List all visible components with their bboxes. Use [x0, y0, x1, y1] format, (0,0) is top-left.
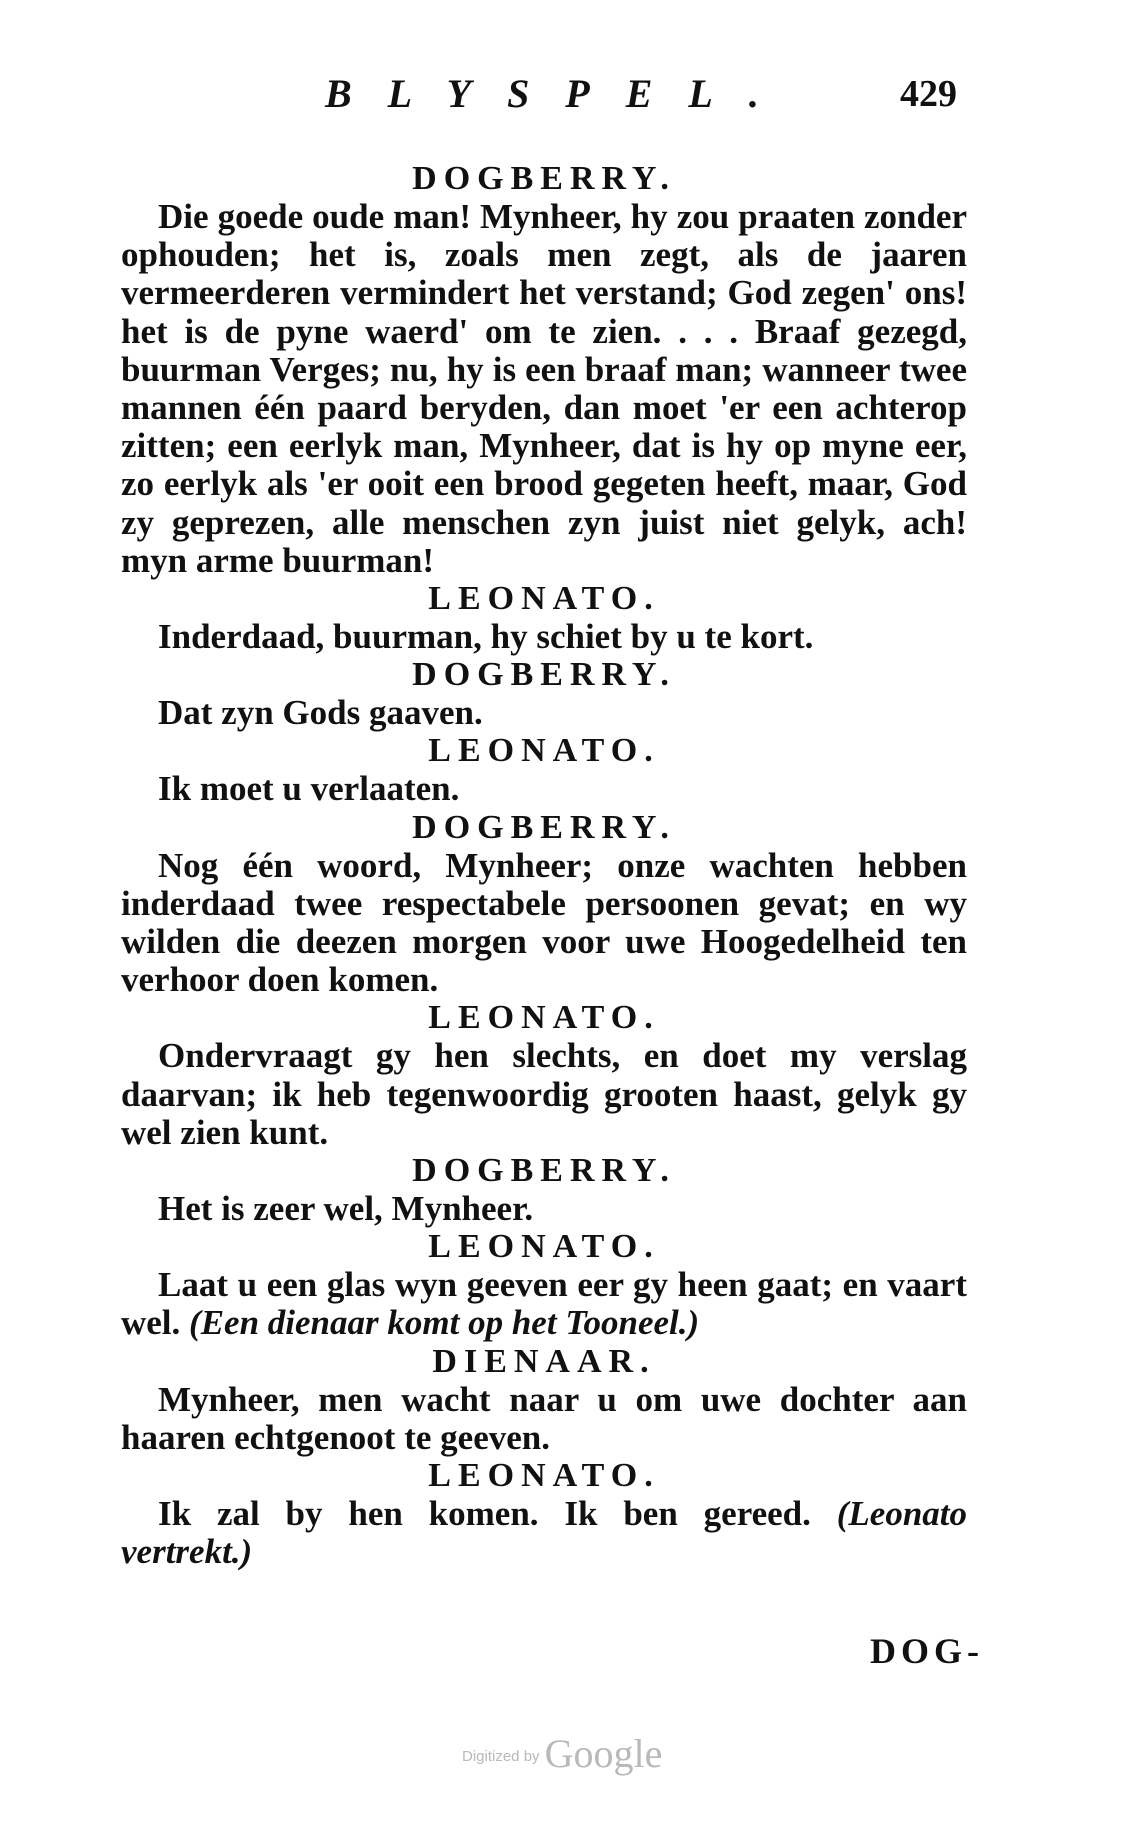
speaker-name: DIENAAR. [432, 1342, 656, 1380]
speech-paragraph [121, 198, 967, 580]
speech-text: Dat zyn Gods gaaven. [158, 693, 483, 733]
play-text [121, 160, 967, 1571]
speech-paragraph [121, 618, 967, 656]
digitized-watermark [462, 1730, 662, 1777]
speech-text: Mynheer, men wacht naar u om uwe dochter aan haaren echtgenoot te geeven. [121, 1379, 967, 1457]
speech-text: Ik moet u verlaaten. [158, 769, 460, 809]
stage-direction: (Leonato vertrekt.) [121, 1494, 968, 1572]
speech-paragraph [121, 1266, 967, 1342]
speaker-name: LEONATO. [428, 1228, 660, 1266]
speech-text: Ik zal by hen komen. Ik ben gereed. [158, 1494, 811, 1534]
speech-paragraph [121, 694, 967, 732]
speaker-name: DOGBERRY. [412, 160, 676, 197]
speech-text: Ondervraagt gy hen slechts, en doet my verslag daarvan; ik heb tegenwoordig grooten haast, gelyk gy wel zien kunt. [121, 1036, 967, 1152]
speech-text: Laat u een glas wyn geeven eer gy heen gaat; en vaart wel. [121, 1265, 967, 1343]
speech-text: Inderdaad, buurman, hy schiet by u te kort. [158, 617, 814, 657]
page-number: 429 [900, 73, 957, 115]
speaker-name: DOGBERRY. [412, 656, 676, 694]
stage-direction: (Een dienaar komt op het Tooneel.) [189, 1303, 700, 1343]
speech-paragraph [121, 1495, 967, 1571]
speech-text: Het is zeer wel, Mynheer. [158, 1189, 534, 1229]
speech-paragraph [121, 1381, 967, 1457]
speaker-name: LEONATO. [428, 580, 660, 618]
speaker-name: LEONATO. [428, 999, 660, 1037]
speech-text: Die goede oude man! Mynheer, hy zou praaten zonder ophouden; het is, zoals men zegt, als de jaaren vermeerderen vermindert het verstand; God zegen' ons! het is de pyne waerd' om te zien. . . . Braaf gezegd, buurman Verges; nu, hy is een braaf man; wanneer twee mannen één paard beryden, dan moet 'er een achterop zitten; een eerlyk man, Mynheer, dat is hy op myne eer, zo eerlyk als 'er ooit een brood gegeten heeft, maar, God zy geprezen, alle menschen zyn juist niet gelyk, ach! myn arme buurman! [121, 197, 967, 580]
speech-text: Nog één woord, Mynheer; onze wachten hebben inderdaad twee respectabele persoonen gevat; en wy wilden die deezen morgen voor uwe Hoogedelheid ten verhoor doen komen. [121, 845, 967, 1000]
speaker-name: LEONATO. [428, 732, 660, 770]
speaker-name: DOGBERRY. [412, 1152, 676, 1190]
speech-paragraph [121, 1190, 967, 1228]
catchword: DOG- [870, 1631, 984, 1671]
speech-paragraph [121, 1037, 967, 1152]
speaker-name: DOGBERRY. [412, 808, 676, 846]
watermark-small-text: Digitized by [462, 1748, 540, 1765]
running-head: BLYSPEL. [325, 71, 795, 116]
google-logo: Google [544, 1731, 663, 1776]
speech-paragraph [121, 770, 967, 808]
page-header [0, 64, 1137, 124]
speech-paragraph [121, 847, 967, 1000]
speaker-name: LEONATO. [428, 1457, 660, 1495]
